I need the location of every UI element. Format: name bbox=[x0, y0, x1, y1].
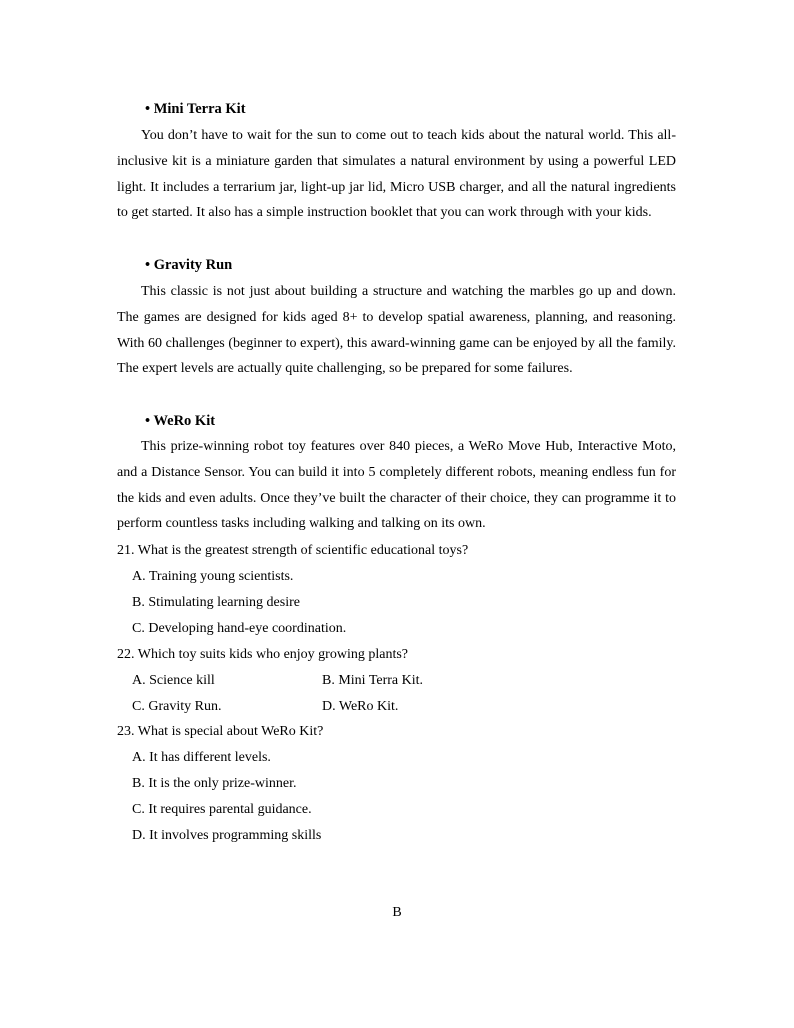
question-22-option-c: C. Gravity Run. bbox=[132, 699, 222, 714]
question-21-option-c: C. Developing hand-eye coordination. bbox=[132, 621, 347, 636]
paragraph-text: This classic is not just about building a structure and watching the marbles go up and down. The games are designed for kids aged 8+ to develop spatial awareness, planning, and reasoning. With 60 challenges (beginner to expert), this award-winning game can be enjoyed by all the family. The expert levels are actually quite challenging, so be prepared for some failures. bbox=[117, 284, 676, 377]
question-21-option-b: B. Stimulating learning desire bbox=[132, 595, 300, 610]
paragraph-wero-kit bbox=[117, 434, 676, 537]
question-23-option-a: A. It has different levels. bbox=[132, 750, 271, 765]
heading-mini-terra-kit: • Mini Terra Kit bbox=[145, 101, 246, 117]
question-22-option-b: B. Mini Terra Kit. bbox=[322, 673, 424, 688]
paragraph-gravity-run bbox=[117, 279, 676, 382]
heading-wero-kit: • WeRo Kit bbox=[145, 413, 216, 429]
question-22-option-a: A. Science kill bbox=[132, 673, 215, 688]
question-23-stem: 23. What is special about WeRo Kit? bbox=[117, 724, 324, 739]
question-21-stem: 21. What is the greatest strength of scientific educational toys? bbox=[117, 543, 469, 558]
paragraph-text: You don’t have to wait for the sun to come out to teach kids about the natural world. This all-inclusive kit is a miniature garden that simulates a natural environment by using a powerful LED light. It includes a terrarium jar, light-up jar lid, Micro USB charger, and all the natural ingredients to get started. It also has a simple instruction booklet that you can work through with your kids. bbox=[117, 128, 676, 221]
heading-gravity-run: • Gravity Run bbox=[145, 257, 233, 273]
paragraph-mini-terra-kit bbox=[117, 123, 676, 226]
question-23-option-b: B. It is the only prize-winner. bbox=[132, 776, 297, 791]
question-21-option-a: A. Training young scientists. bbox=[132, 569, 294, 584]
question-22-option-d: D. WeRo Kit. bbox=[322, 699, 399, 714]
question-23-option-c: C. It requires parental guidance. bbox=[132, 802, 312, 817]
question-23-option-d: D. It involves programming skills bbox=[132, 828, 322, 843]
paragraph-text: This prize-winning robot toy features over 840 pieces, a WeRo Move Hub, Interactive Moto, and a Distance Sensor. You can build it into 5 completely different robots, meaning endless fun for the kids and even adults. Once they’ve built the character of their choice, they can programme it to perform countless tasks including walking and talking on its own. bbox=[117, 439, 676, 532]
question-22-stem: 22. Which toy suits kids who enjoy growing plants? bbox=[117, 647, 408, 662]
section-letter: B bbox=[392, 905, 402, 920]
